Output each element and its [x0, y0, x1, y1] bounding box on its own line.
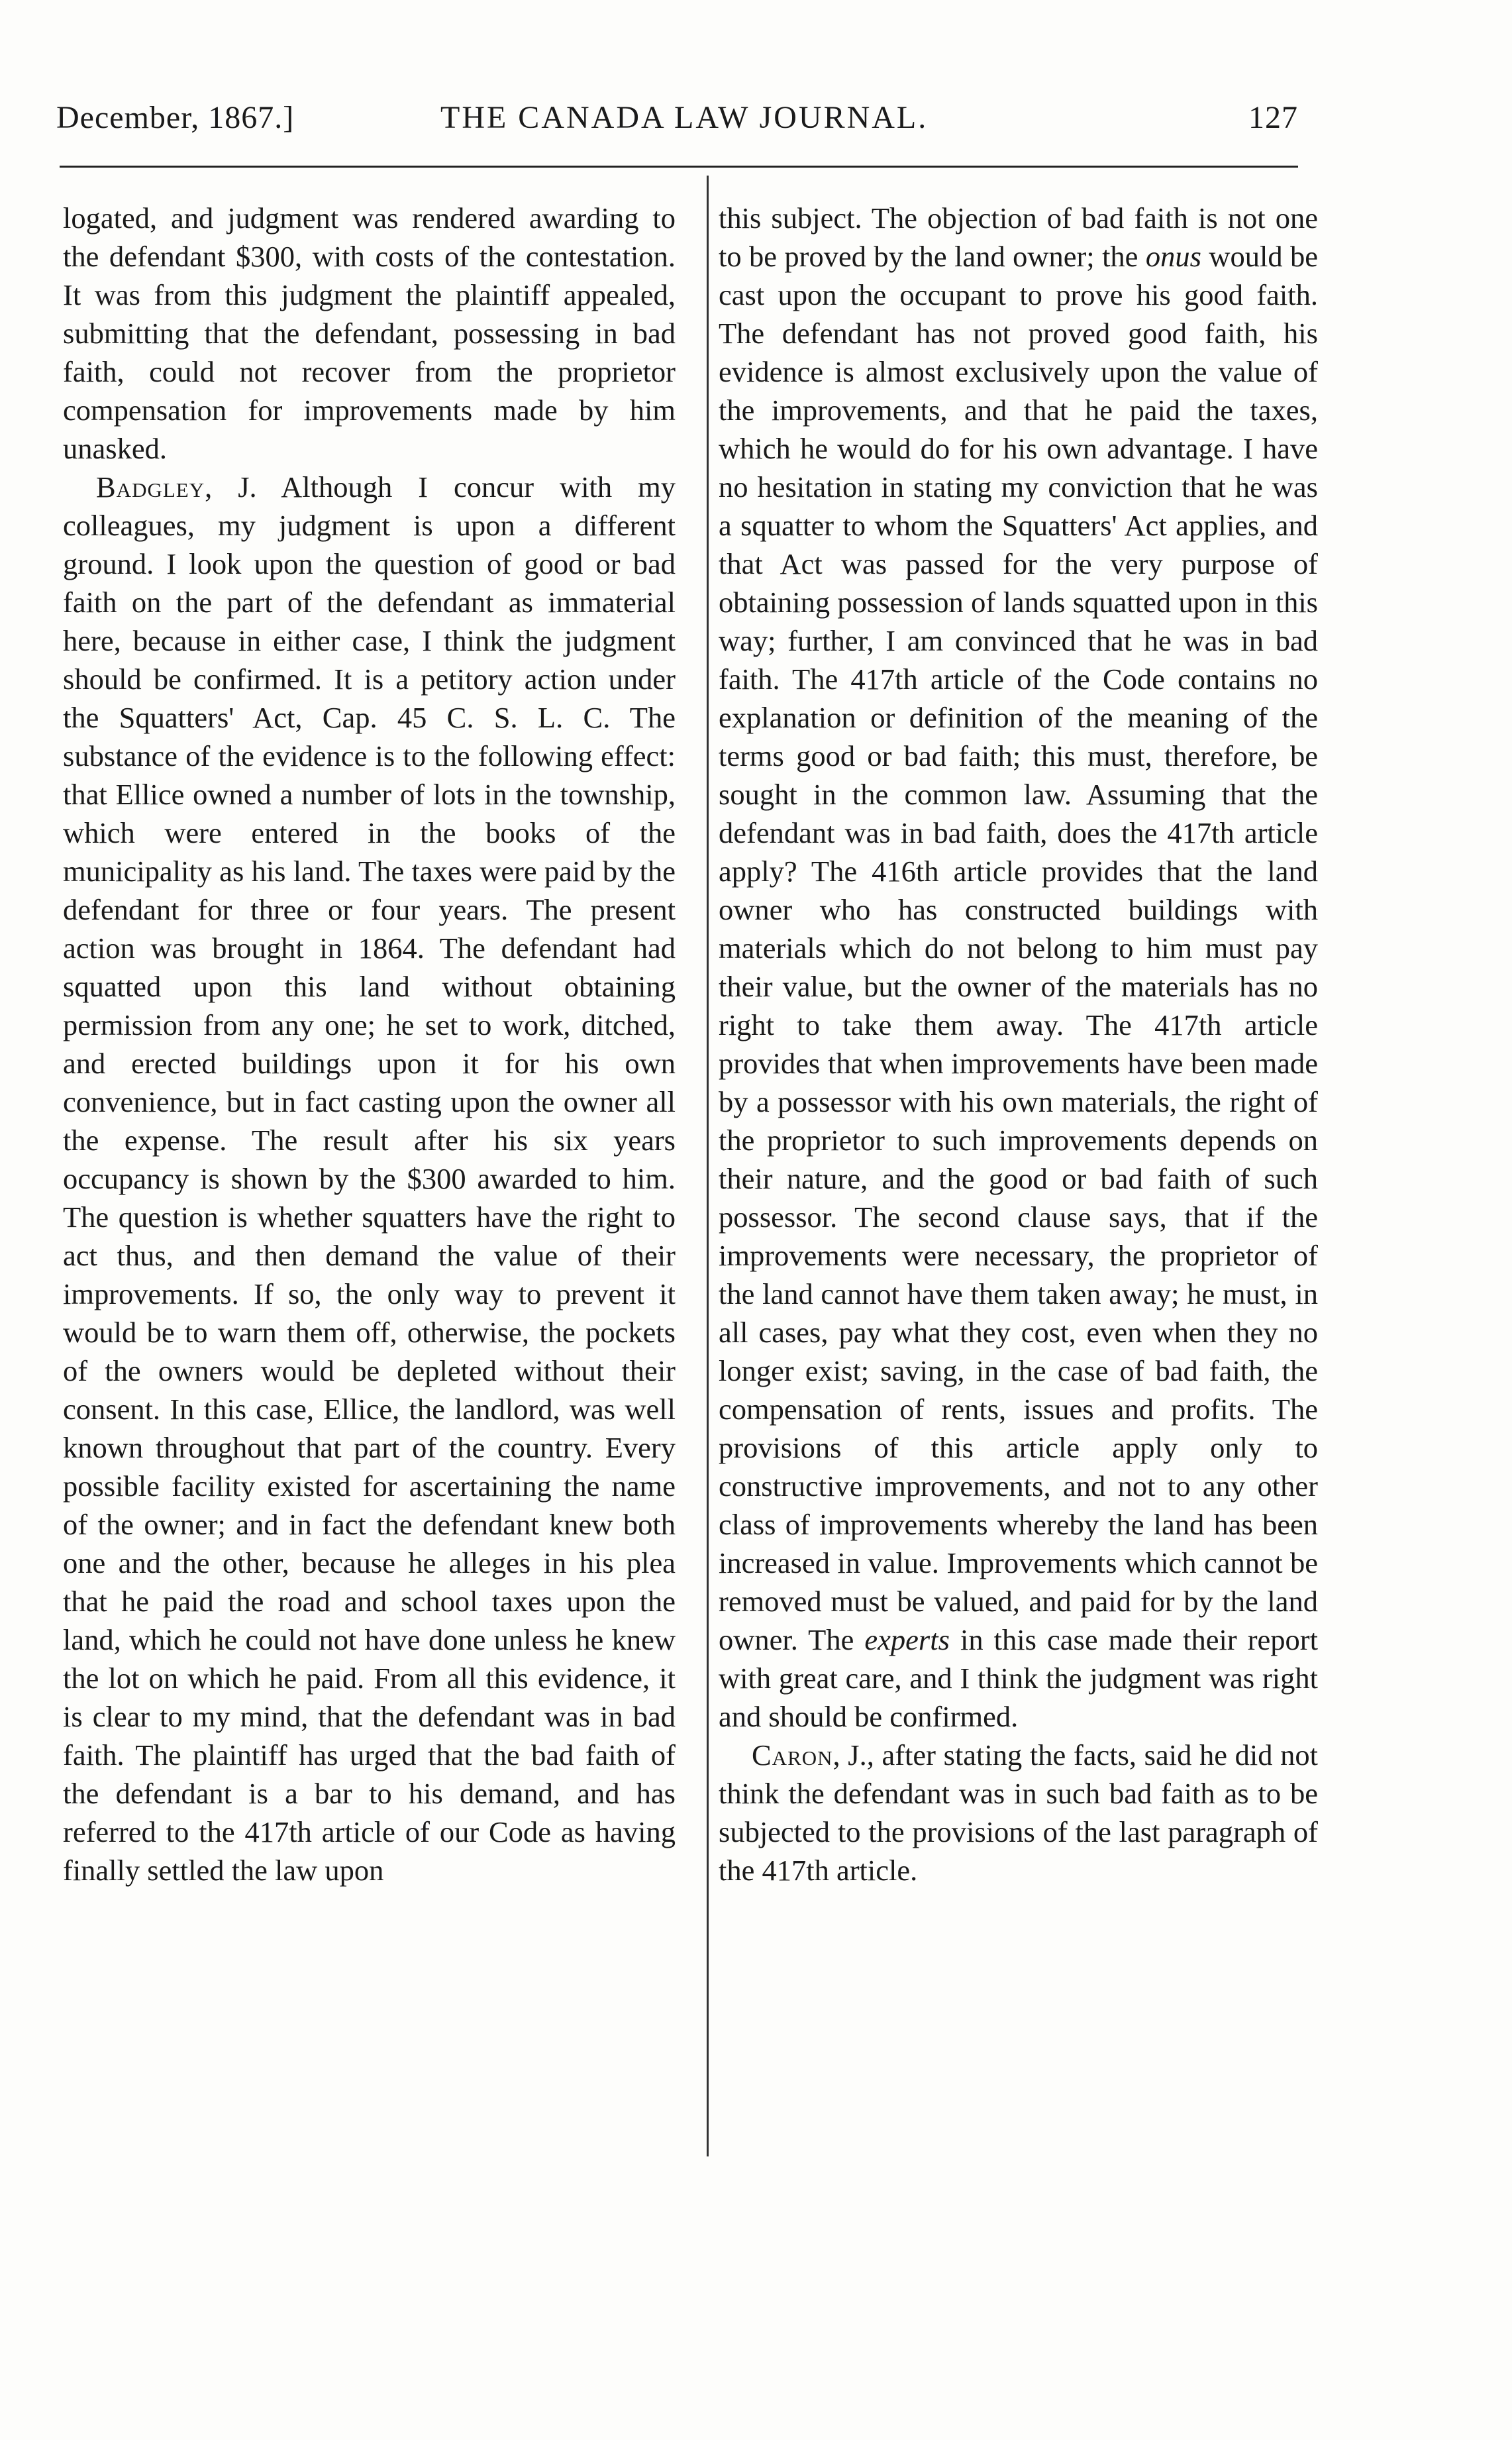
opinion-text-part: this subject. The objection of bad faith is not one to be proved by the land owner; the — [719, 201, 1318, 273]
judge-name-caron: Caron — [752, 1738, 833, 1772]
opinion-text-part: would be cast upon the occupant to prove his good faith. The defendant has not proved good faith, his evidence is almost exclusively upon the value of the improvements, and that he paid the taxes, which he would do for his own advantage. I have no hesitation in stating my conviction that he was a squatter to whom the Squatters' Act applies, and that Act was passed for the very purpose of obtaining possession of lands squatted upon in this way; further, I am convinced that he was in bad faith. The 417th article of the Code contains no explanation or definition of the meaning of the terms good or bad faith; this must, therefore, be sought in the common law. Assuming that the defendant was in bad faith, does the 417th article apply? The 416th article provides that the land owner who has constructed buildings with materials which do not belong to him must pay their value, but the owner of the materials has no right to take them away. The 417th article provides that when improvements have been made by a possessor with his own materials, the right of the proprietor to such improvements depends on their nature, and the good or bad faith of such possessor. The second clause says, that if the improvements were necessary, the proprietor of the land cannot have them taken away; he must, in all cases, pay what they cost, even when they no longer exist; saving, in the case of bad faith, the compensation of rents, issues and profits. The provisions of this article apply only to constructive improvements, and not to any other class of improvements whereby the land has been increased in value. Improvements which cannot be removed must be valued, and paid for by the land owner. The — [719, 240, 1318, 1656]
italic-onus: onus — [1145, 240, 1201, 273]
italic-experts: experts — [864, 1623, 950, 1656]
column-divider — [707, 176, 709, 2156]
opinion-text-part: in this case made their report with great care, and I think the judgment was right and should be confirmed. — [719, 1623, 1318, 1733]
paragraph-badgley — [63, 468, 676, 1889]
paragraph-caron — [719, 1736, 1318, 1889]
header-date: December, 1867.] — [56, 100, 295, 135]
left-column — [63, 199, 676, 1889]
judge-name-badgley: Badgley — [96, 470, 205, 504]
header-rule — [60, 166, 1298, 168]
paragraph-continuation: logated, and judgment was rendered awarding to the defendant $300, with costs of the contestation. It was from this judgment the plaintiff appealed, submitting that the defendant, possessing in bad faith, could not recover from the proprietor compensation for improvements made by him unasked. — [63, 201, 676, 465]
journal-title: THE CANADA LAW JOURNAL. — [440, 100, 929, 135]
caron-opinion-text: , J., after stating the facts, said he did not think the defendant was in such bad faith as to be subjected to the provisions of the last paragraph of the 417th article. — [719, 1738, 1318, 1887]
running-header — [56, 99, 1298, 146]
badgley-opinion-text: , J. Although I concur with my colleagues, my judgment is upon a different ground. I look upon the question of good or bad faith on the part of the defendant as immaterial here, because in either case, I think the judgment should be confirmed. It is a petitory action under the Squatters' Act, Cap. 45 C. S. L. C. The substance of the evidence is to the following effect: that Ellice owned a number of lots in the township, which were entered in the books of the municipality as his land. The taxes were paid by the defendant for three or four years. The present action was brought in 1864. The defendant had squatted upon this land without obtaining permission from any one; he set to work, ditched, and erected buildings upon it for his own convenience, but in fact casting upon the owner all the expense. The result after his six years occupancy is shown by the $300 awarded to him. The question is whether squatters have the right to act thus, and then demand the value of their improvements. If so, the only way to prevent it would be to warn them off, otherwise, the pockets of the owners would be depleted without their consent. In this case, Ellice, the landlord, was well known throughout that part of the country. Every possible facility existed for ascertaining the name of the owner; and in fact the defendant knew both one and the other, because he alleges in his plea that he paid the road and school taxes upon the land, which he could not have done unless he knew the lot on which he paid. From all this evidence, it is clear to my mind, that the defendant was in bad faith. The plaintiff has urged that the bad faith of the defendant is a bar to his demand, and has referred to the 417th article of our Code as having finally settled the law upon — [63, 470, 676, 1887]
paragraph-continued-opinion — [719, 199, 1318, 1736]
page-number: 127 — [1248, 100, 1298, 135]
